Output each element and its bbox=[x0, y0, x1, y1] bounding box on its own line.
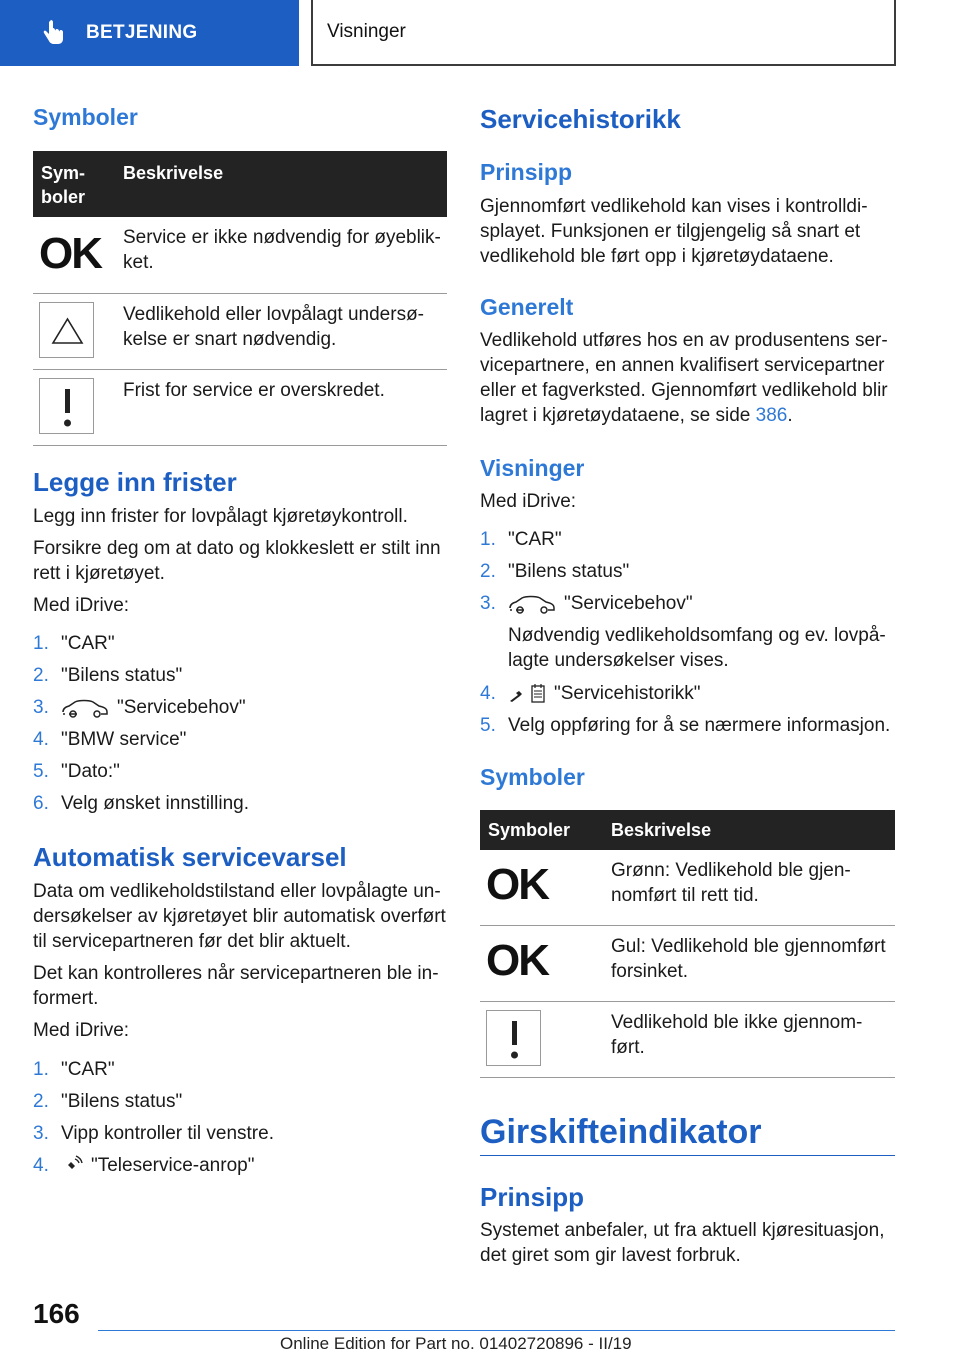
table-header bbox=[33, 151, 447, 217]
list-item: 5. Velg oppføring for å se nærmere informasjon. bbox=[480, 715, 891, 736]
symbols-heading-left: Symboler bbox=[33, 104, 138, 130]
table-row bbox=[480, 850, 895, 925]
table-row bbox=[33, 369, 447, 445]
service-history-icon bbox=[508, 683, 546, 705]
section-title: BETJENING bbox=[86, 22, 198, 43]
table-row bbox=[33, 293, 447, 369]
ok-icon: OK bbox=[486, 935, 548, 985]
column-header: Symboler bbox=[480, 810, 603, 850]
paragraph: Gjennomført vedlikehold kan vises i kontrolldi- splayet. Funksjonen er tilgjengelig så snart et vedlikehold ble ført opp i kjøretøydataene. bbox=[480, 196, 868, 267]
section-tab[interactable] bbox=[0, 0, 299, 66]
gear-indicator-heading: Girskifteindikator bbox=[480, 1113, 762, 1151]
footer-rule bbox=[98, 1330, 895, 1331]
symbol-description: Gul: Vedlikehold ble gjennomført forsinket. bbox=[603, 925, 895, 1001]
exclamation-icon bbox=[39, 378, 94, 434]
column-header: Beskrivelse bbox=[603, 810, 895, 850]
page-number: 166 bbox=[33, 1298, 80, 1329]
views-heading: Visninger bbox=[480, 455, 585, 481]
exclamation-icon bbox=[486, 1010, 541, 1066]
list-item: 3. Vipp kontroller til venstre. bbox=[33, 1123, 274, 1144]
car-icon bbox=[61, 697, 109, 719]
symbols-heading-right: Symboler bbox=[480, 764, 585, 790]
hand-pointer-icon bbox=[40, 20, 66, 46]
gear-principle-heading: Prinsipp bbox=[480, 1182, 585, 1212]
list-item: 1. "CAR" bbox=[33, 1059, 115, 1080]
list-item: 3. "Servicebehov" bbox=[33, 697, 246, 718]
paragraph: Systemet anbefaler, ut fra aktuell kjøresituasjon, det giret som gir lavest forbruk. bbox=[480, 1220, 885, 1266]
table-row bbox=[480, 925, 895, 1001]
principle-heading: Prinsipp bbox=[480, 159, 573, 185]
list-item: 1. "CAR" bbox=[33, 633, 115, 654]
paragraph: Med iDrive: bbox=[33, 595, 130, 616]
paragraph: Med iDrive: bbox=[480, 491, 577, 512]
column-header: Beskrivelse bbox=[115, 151, 447, 217]
table-row bbox=[480, 1001, 895, 1077]
paragraph: Med iDrive: bbox=[33, 1020, 130, 1041]
service-history-heading: Servicehistorikk bbox=[480, 104, 681, 134]
list-item: 4. "Servicehistorikk" bbox=[480, 683, 701, 704]
warning-triangle-icon bbox=[39, 302, 94, 358]
paragraph: Data om vedlikeholdstilstand eller lovpålagte un- dersøkelser av kjøretøyet blir automatisk overført til servicepartneren før det blir aktuelt. bbox=[33, 881, 446, 952]
symbol-description: Frist for service er overskredet. bbox=[115, 369, 447, 445]
symbol-description: Vedlikehold ble ikke gjennom- ført. bbox=[603, 1001, 895, 1077]
list-item: 1. "CAR" bbox=[480, 529, 562, 550]
symbol-description: Grønn: Vedlikehold ble gjen- nomført til rett tid. bbox=[603, 850, 895, 925]
paragraph: Det kan kontrolleres når servicepartneren ble in- formert. bbox=[33, 963, 439, 1009]
page-link[interactable]: 386 bbox=[755, 405, 788, 426]
paragraph: Vedlikehold utføres hos en av produsentens ser- vicepartnere, en annen kvalifisert servicepartner eller et fagverksted. Gjennomført vedlikehold blir lagret i kjøretøydataene, se side 386. bbox=[480, 330, 888, 426]
list-item: 2. "Bilens status" bbox=[480, 561, 630, 582]
list-item: 2. "Bilens status" bbox=[33, 665, 183, 686]
symbol-description: Service er ikke nødvendig for øyeblik- ket. bbox=[115, 217, 447, 293]
table-header bbox=[480, 810, 895, 850]
list-item: 6. Velg ønsket innstilling. bbox=[33, 793, 249, 814]
chapter-title-box bbox=[311, 0, 896, 66]
teleservice-icon bbox=[61, 1155, 83, 1177]
column-header: Sym- boler bbox=[33, 151, 115, 217]
list-item-note: Nødvendig vedlikeholdsomfang og ev. lovpå- lagte undersøkelser vises. bbox=[508, 625, 886, 671]
symbols-table-right bbox=[480, 810, 895, 1078]
deadlines-heading: Legge inn frister bbox=[33, 467, 237, 497]
list-item: 4. "Teleservice-anrop" bbox=[33, 1155, 255, 1176]
paragraph: Legg inn frister for lovpålagt kjøretøykontroll. bbox=[33, 506, 408, 527]
auto-service-heading: Automatisk servicevarsel bbox=[33, 842, 347, 872]
edition-note: Online Edition for Part no. 01402720896 - II/19 bbox=[280, 1334, 632, 1353]
list-item: 3. "Servicebehov" bbox=[480, 593, 693, 614]
ok-icon: OK bbox=[486, 860, 548, 909]
general-heading: Generelt bbox=[480, 294, 574, 320]
symbols-table-left bbox=[33, 151, 447, 446]
chapter-title: Visninger bbox=[327, 21, 406, 42]
car-icon bbox=[508, 593, 556, 615]
symbol-description: Vedlikehold eller lovpålagt undersø- kelse er snart nødvendig. bbox=[115, 293, 447, 369]
ok-icon: OK bbox=[39, 229, 101, 278]
paragraph: Forsikre deg om at dato og klokkeslett er stilt inn rett i kjøretøyet. bbox=[33, 538, 441, 584]
list-item: 2. "Bilens status" bbox=[33, 1091, 183, 1112]
table-row bbox=[33, 217, 447, 293]
list-item: 4. "BMW service" bbox=[33, 729, 187, 750]
heading-rule bbox=[480, 1155, 895, 1156]
list-item: 5. "Dato:" bbox=[33, 761, 120, 782]
